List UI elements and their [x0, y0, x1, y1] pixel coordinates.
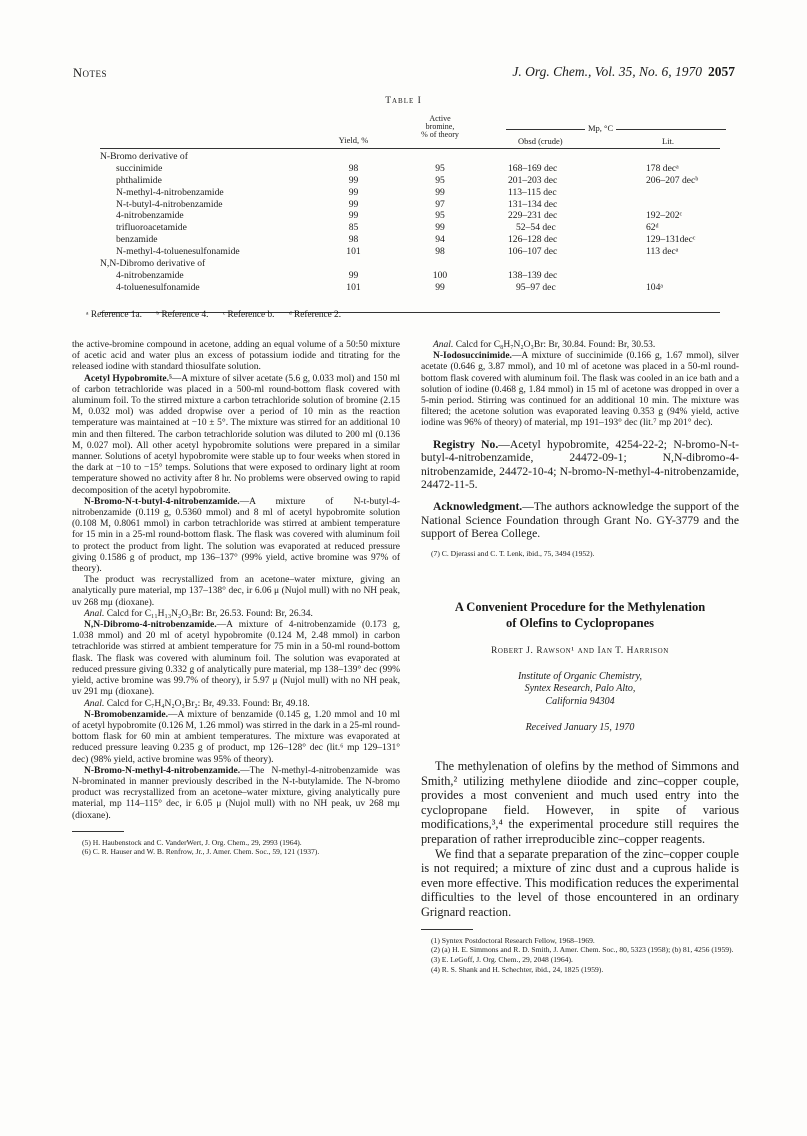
analysis: Anal. Calcd for C₇H₄N₂O₃Br₂: Br, 49.33. Found: Br, 49.18. — [84, 698, 310, 709]
footnote: (2) (a) H. E. Simmons and R. D. Smith, J. Amer. Chem. Soc., 80, 5323 (1958); (b) 81, 4256 (1959). — [431, 945, 734, 955]
table-rule — [100, 148, 720, 149]
cell-yield: 101 — [346, 281, 361, 293]
header-yield: Yield, % — [338, 135, 369, 145]
table-body — [100, 147, 720, 294]
row-name: 4-toluenesulfonamide — [116, 281, 200, 293]
section-head: N-Bromobenzamide. — [84, 709, 168, 720]
paragraph-nbz: N-Bromobenzamide.—A mixture of benzamide (0.145 g, 1.20 mmol and 10 ml of acetyl hypobromite (0.126 M, 1.26 mmol) was stirred in the dark in a 25-ml round-bottom flask for 60 min at ambient temperatures. The mixture was evaporated at reduced pressure leaving 0.235 g of product, mp 126–128° dec (lit.⁶ mp 129–131° dec) (98% yield, active bromine was 95% of theory). — [72, 709, 400, 765]
right-column — [421, 340, 739, 974]
table-row — [100, 246, 720, 258]
acknowledgment: Acknowledgment.—The authors acknowledge the support of the National Science Foundation through Grant No. GY-3779 and the support of Berea College. — [421, 500, 739, 541]
table-footnote: ᵃ Reference 1a. — [86, 310, 142, 320]
cell-lit: 104ᵃ — [646, 281, 664, 293]
table-header — [100, 115, 720, 147]
paragraph-acetyl: Acetyl Hypobromite.⁵—A mixture of silver acetate (5.6 g, 0.033 mol) and 150 ml of carbon tetrachloride was placed in a 500-ml round-bottom flask covered with aluminum foil. To the stirred mixture a carbon tetrachloride solution of bromine (2.15 M, 0.032 mol) was added dropwise over a period of 10 min as the reaction temperature was maintained at −10 ± 5°. The mixture was stirred for an additional 10 min and then filtered. The carbon tetrachloride solution was diluted to 200 ml (0.136 M, 0.027 mol). All other acetyl hypobromite solutions were prepared in a similar manner. Solutions of acetyl hypobromite were stable up to four weeks when stored in the dark at −10 to −15° temps. Solutions that were exposed to ordinary light at room temperature showed no activity after 8 hr. No problems were observed owing to rapid decomposition of the acetyl hypobromite. — [72, 373, 400, 496]
cell-yield: 99 — [348, 186, 359, 198]
footnote: (6) C. R. Hauser and W. B. Renfrow, Jr., J. Amer. Chem. Soc., 59, 121 (1937). — [82, 847, 320, 857]
cell-yield: 85 — [348, 222, 359, 234]
section-head: N-Iodosuccinimide. — [433, 351, 512, 362]
cell-obsd: 138–139 dec — [508, 269, 558, 281]
row-name: benzamide — [116, 234, 158, 246]
analysis: Anal. Calcd for C₈H₇N₂O₃Br: Br, 30.84. Found: Br, 30.53. — [433, 340, 656, 350]
row-name: N-methyl-4-nitrobenzamide — [116, 186, 224, 198]
left-column — [72, 340, 400, 857]
cell-obsd: 95–97 dec — [516, 281, 556, 293]
cell-yield: 99 — [348, 210, 359, 222]
cell-active: 99 — [435, 186, 445, 198]
cell-lit: 192–202ᶜ — [646, 210, 683, 222]
table-row — [100, 199, 720, 211]
cell-active: 99 — [435, 222, 445, 234]
row-name: N-Bromo derivative of — [100, 151, 188, 162]
footnotes-right — [421, 936, 739, 975]
cell-active: 98 — [435, 246, 445, 258]
table-caption: Table I — [385, 96, 422, 106]
row-name: trifluoroacetamide — [116, 222, 187, 234]
article-title: A Convenient Procedure for the Methylenation of Olefins to Cyclopropanes — [454, 600, 706, 631]
cell-active: 95 — [435, 174, 445, 186]
cell-active: 99 — [435, 281, 445, 293]
section-head: N,N-Dibromo-4-nitrobenzamide. — [84, 620, 217, 631]
table-row — [100, 234, 720, 246]
table-row — [100, 270, 720, 282]
section-label: Notes — [73, 66, 108, 80]
row-name: phthalimide — [116, 174, 162, 186]
cell-obsd: 131–134 dec — [508, 198, 558, 210]
paragraph-ndibromo: N,N-Dibromo-4-nitrobenzamide.—A mixture of 4-nitrobenzamide (0.173 g, 1.038 mmol) and 20 ml of acetyl hypobromite (0.124 M, 2.48 mmol) in carbon tetrachloride was stirred at ambient temperature for 75 min in a 50-ml round-bottom flask. The flask was covered with aluminum foil. The solution was evaporated at reduced pressure giving 0.332 g of analytically pure material, mp 138–139° dec (99% yield, active bromine was 99.7% of theory), ir 5.97 μ (Nujol mull) with no NH peak, uv 291 mμ (dioxane). — [72, 620, 400, 698]
footnote: (3) E. LeGoff, J. Org. Chem., 29, 2048 (1964). — [431, 955, 573, 965]
table-row — [100, 210, 720, 222]
header-mp: Mp, °C — [585, 123, 616, 135]
table-row — [100, 187, 720, 199]
table-footnote: ᵇ Reference 4. — [156, 310, 209, 320]
section-head: N-Bromo-N-t-butyl-4-nitrobenzamide. — [84, 496, 240, 507]
cell-active: 95 — [435, 210, 445, 222]
section-head: Acetyl Hypobromite.⁵ — [84, 373, 172, 384]
analysis: Anal. Calcd for C₁₁H₁₃N₂O₃Br: Br, 26.53. Found: Br, 26.34. — [84, 608, 313, 619]
cell-active: 97 — [435, 198, 445, 210]
cell-lit: 113 decᵃ — [646, 246, 679, 258]
table-footnote: ᵈ Reference 2. — [288, 310, 342, 320]
cell-active: 95 — [435, 162, 445, 174]
cell-active: 94 — [435, 234, 445, 246]
table-footnotes — [86, 310, 353, 320]
table-row — [100, 175, 720, 187]
table-row — [100, 282, 720, 294]
registry: Registry No.—Acetyl hypobromite, 4254-22-2; N-bromo-N-t-butyl-4-nitrobenzamide, 24472-09-1; N,N-dibromo-4-nitrobenzamide, 24472-10-4; N-bromo-N-methyl-4-nitrobenzamide, 24472-11-5. — [421, 437, 739, 492]
row-name: N-methyl-4-toluenesulfonamide — [116, 246, 240, 258]
cell-obsd: 229–231 dec — [508, 210, 558, 222]
header-active-bromine: Active bromine, % of theory — [421, 114, 459, 140]
footnote-rule — [421, 929, 473, 930]
cell-obsd: 106–107 dec — [508, 246, 558, 258]
cell-yield: 101 — [346, 246, 361, 258]
cell-obsd: 201–203 dec — [508, 174, 558, 186]
cell-lit: 206–207 decᵇ — [646, 174, 699, 186]
section-head: Acknowledgment. — [433, 500, 523, 513]
article-header — [421, 600, 739, 733]
row-name: 4-nitrobenzamide — [116, 210, 184, 222]
row-name: succinimide — [116, 162, 163, 174]
data-table — [100, 115, 720, 294]
row-name: 4-nitrobenzamide — [116, 269, 184, 281]
paragraph: The methylenation of olefins by the method of Simmons and Smith,² utilizing methylene diiodide and zinc–copper couple, provides a most convenient and much used entry into the cyclopropane field. However, in spite of various modifications,³,⁴ the experimental procedure still requires the preparation of rather irreproducible zinc–copper reagents. — [421, 759, 739, 847]
table-row — [100, 151, 720, 163]
cell-lit: 129–131decᶜ — [646, 234, 696, 246]
paragraph-nbromo: N-Bromo-N-t-butyl-4-nitrobenzamide.—A mixture of N-t-butyl-4-nitrobenzamide (0.119 g, 0.5360 mmol) and 8 ml of acetyl hypobromite solution (0.108 M, 0.8061 mmol) in carbon tetrachloride was stirred at ambient temperature for 15 min in a 25-ml round-bottom flask. The flask was covered with aluminum foil to protect the product from light. The solution was evaporated at reduced pressure giving 0.1586 g of product, mp 136–137° (99% yield, active bromine was 97% of theory). — [72, 496, 400, 575]
footnotes-left — [72, 838, 400, 857]
footnote: (5) H. Haubenstock and C. VanderWert, J. Org. Chem., 29, 2993 (1964). — [82, 837, 302, 847]
article-authors: Robert J. Rawson¹ and Ian T. Harrison — [491, 646, 669, 657]
paragraph: the active-bromine compound in acetone, adding an equal volume of a 50:50 mixture of acetic acid and water plus an excess of potassium iodide and titrating for the released iodine with standard thiosulfate solution. — [72, 340, 400, 373]
row-name: N-t-butyl-4-nitrobenzamide — [116, 198, 223, 210]
paragraph: The product was recrystallized from an acetone–water mixture, giving an analytically pure material, mp 137–138° dec, ir 6.06 μ (Nujol mull) with no NH peak, uv 268 mμ (dioxane). — [72, 575, 400, 608]
paragraph: We find that a separate preparation of the zinc–copper couple is not required; a mixture of zinc dust and a cuprous halide is even more effective. This modification reduces the experimental difficulties to the level of those encountered in an ordinary Grignard reaction. — [421, 846, 739, 920]
header-lit: Lit. — [662, 136, 675, 146]
paragraph-iodo: N-Iodosuccinimide.—A mixture of succinimide (0.166 g, 1.67 mmol), silver acetate (0.646 g, 3.87 mmol), and 10 ml of acetone was placed in a 50-ml round-bottom flask covered with aluminum foil. The flask was cooled in an ice bath and a solution of iodine (0.468 g, 1.84 mmol) in 15 ml of acetone was dropped in over a 5-min period. Stirring was continued for an additional 10 min. The mixture was filtered; the acetone solution was evaporated leaving 0.353 g (94% yield, active iodine was 96% of theory) of material, mp 191–193° dec (lit.⁷ mp 201° dec). — [421, 351, 739, 429]
article-body — [421, 759, 739, 920]
table-row — [100, 258, 720, 270]
row-name: N,N-Dibromo derivative of — [100, 258, 206, 270]
running-header — [512, 64, 735, 80]
cell-obsd: 126–128 dec — [508, 234, 558, 246]
cell-active: 100 — [432, 269, 448, 281]
cell-obsd: 52–54 dec — [516, 222, 556, 234]
cell-obsd: 113–115 dec — [508, 186, 557, 198]
table-footnote: ᶜ Reference b. — [222, 310, 275, 320]
header-obsd: Obsd (crude) — [518, 136, 563, 146]
table-row — [100, 222, 720, 234]
cell-yield: 98 — [348, 162, 359, 174]
footnote: (1) Syntex Postdoctoral Research Fellow, 1968–1969. — [431, 935, 595, 945]
cell-yield: 99 — [348, 174, 359, 186]
received-date: Received January 15, 1970 — [525, 721, 635, 733]
footnote: (4) R. S. Shank and H. Schechter, ibid., 24, 1825 (1959). — [431, 964, 604, 974]
footnote-rule — [72, 831, 124, 832]
section-head: Registry No. — [433, 437, 499, 451]
cell-obsd: 168–169 dec — [508, 162, 558, 174]
footnote-ref7: (7) C. Djerassi and C. T. Lenk, ibid., 75, 3494 (1952). — [431, 548, 595, 558]
table-row — [100, 163, 720, 175]
paragraph-nmethyl: N-Bromo-N-methyl-4-nitrobenzamide.—The N-methyl-4-nitrobenzamide was N-brominated in manner previously described in the N-t-butylamide. The N-bromo product was recrystallized from an acetone–water mixture, giving analytically pure material, mp 114–115° dec, ir 6.05 μ (Nujol mull) with no NH peak, uv 268 mμ (dioxane). — [72, 765, 400, 821]
cell-yield: 99 — [348, 269, 359, 281]
journal-citation: J. Org. Chem., Vol. 35, No. 6, 1970 — [512, 64, 702, 79]
section-head: N-Bromo-N-methyl-4-nitrobenzamide. — [84, 765, 241, 776]
cell-lit: 178 decᵃ — [646, 162, 679, 174]
cell-lit: 62ᵈ — [646, 222, 659, 234]
page-number: 2057 — [708, 64, 735, 79]
affiliation: Institute of Organic Chemistry, Syntex Research, Palo Alto, California 94304 — [517, 671, 643, 707]
cell-yield: 98 — [348, 234, 359, 246]
cell-yield: 99 — [348, 198, 359, 210]
